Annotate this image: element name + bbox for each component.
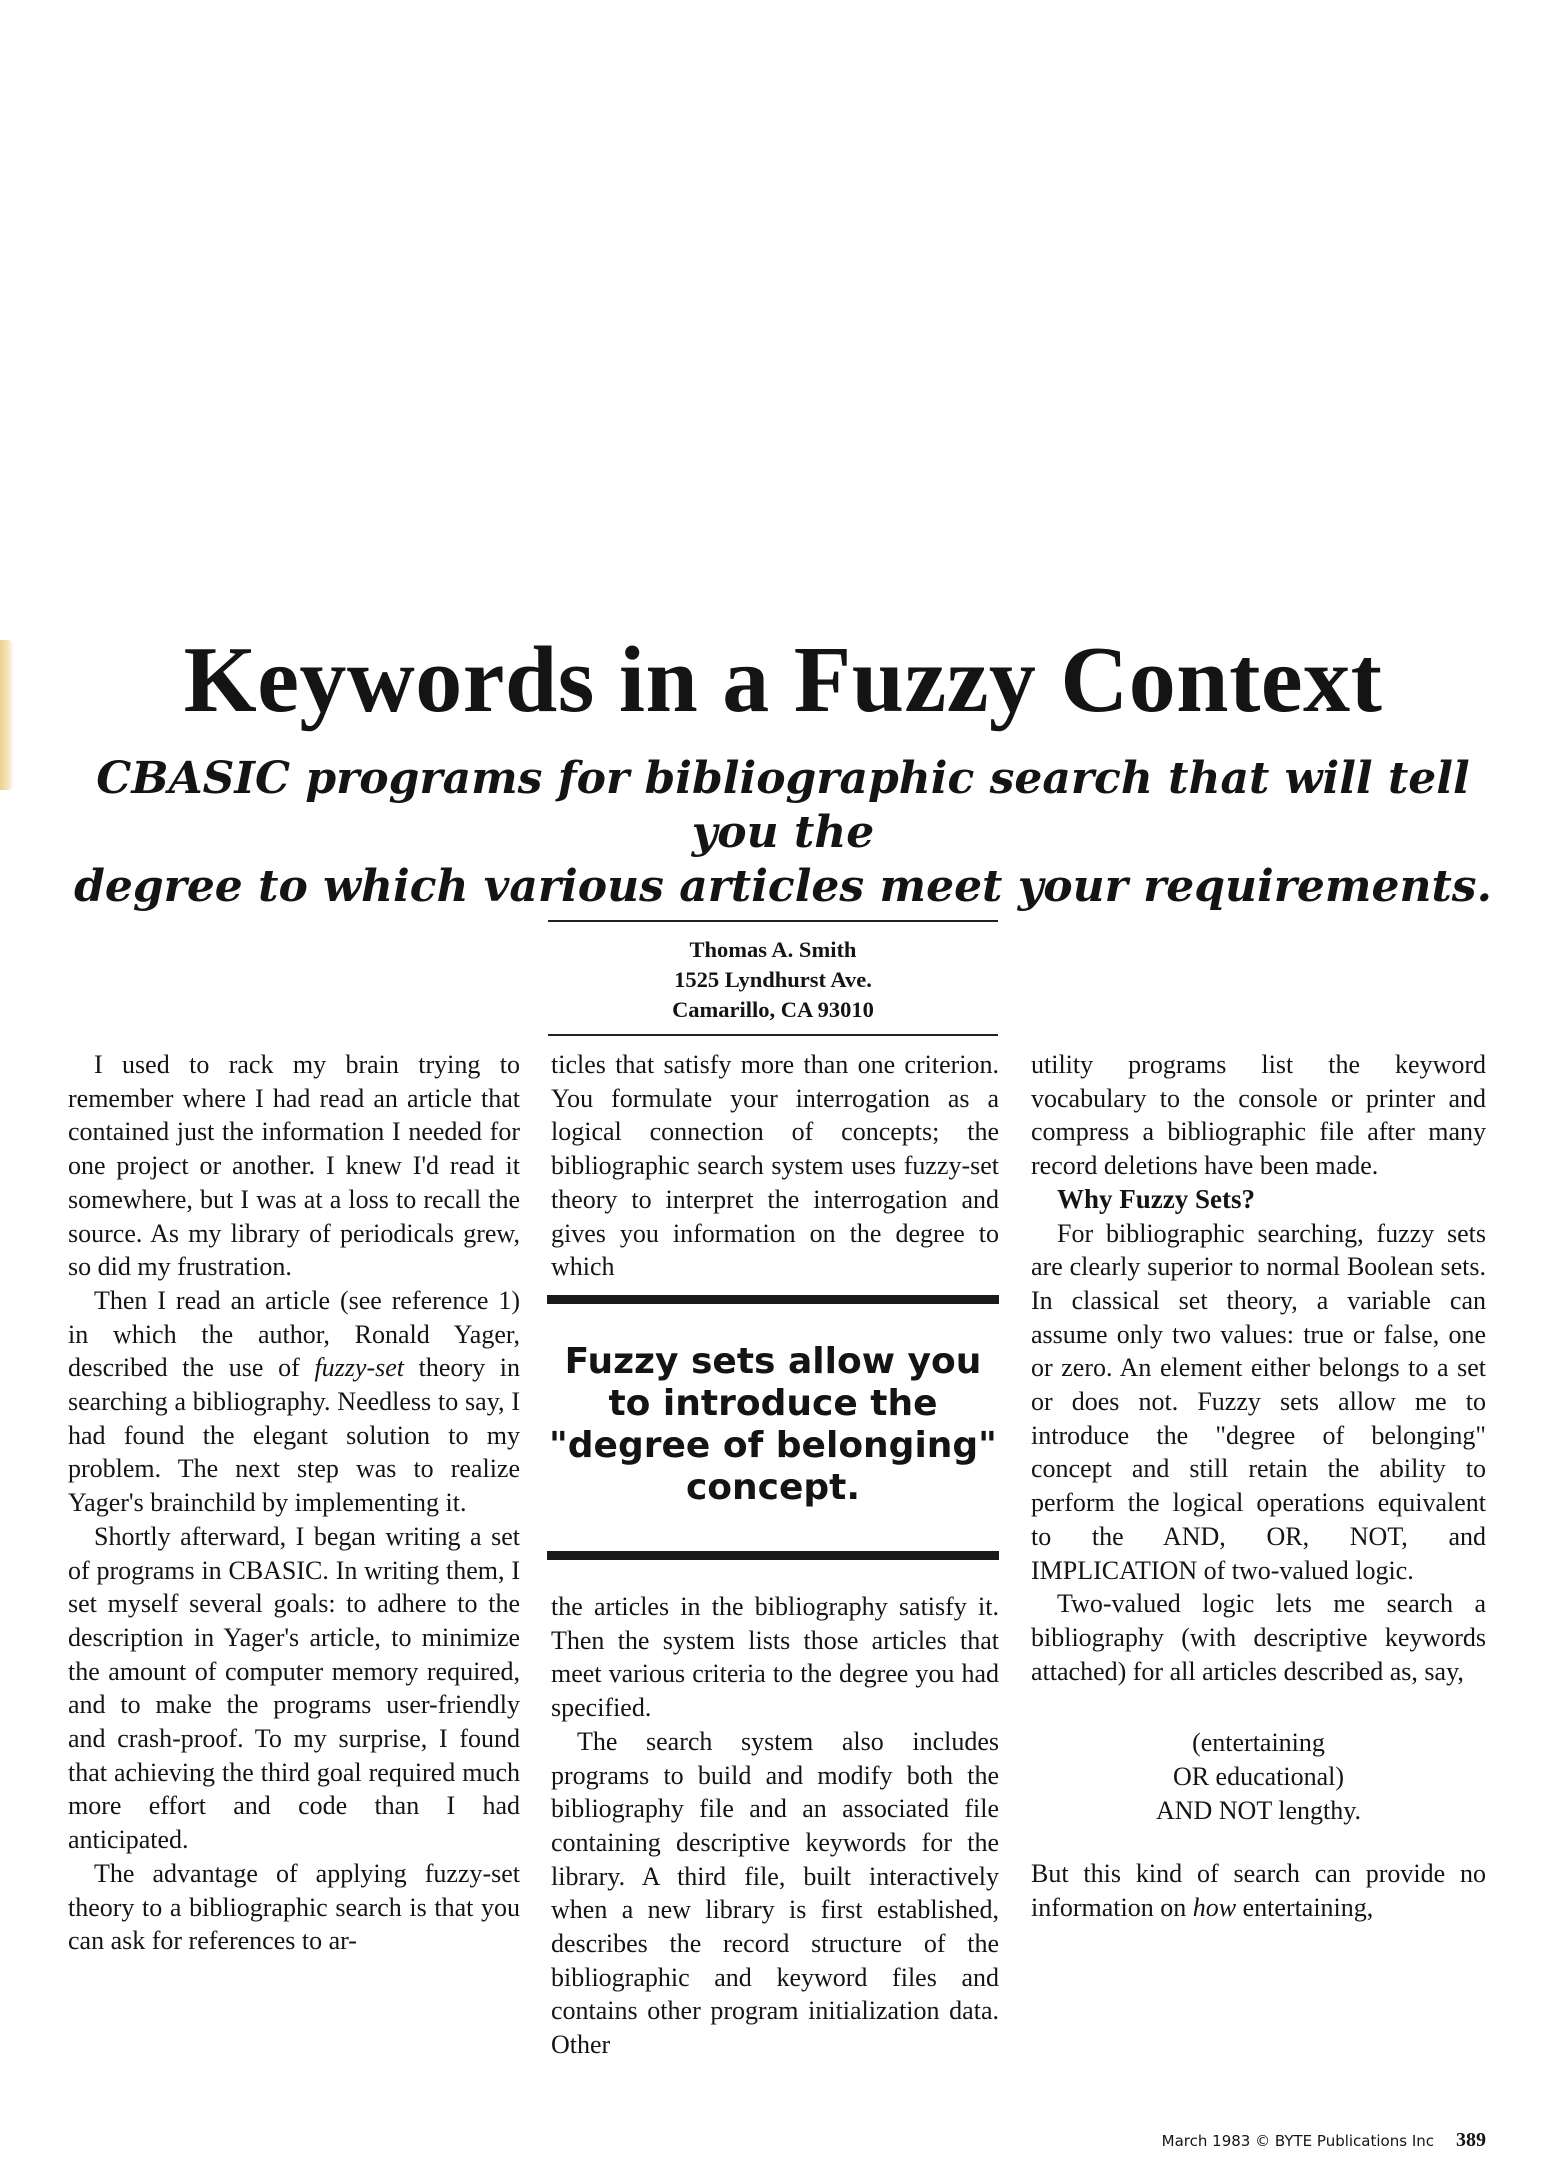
subtitle-line-1: CBASIC programs for bibliographic search that will tell you the [96,753,1470,858]
paragraph [68,1284,520,1520]
text-span: entertaining, [1236,1893,1374,1923]
query-line: OR educational) [1172,1762,1345,1792]
subtitle-line-2: degree to which various articles meet your requirements. [74,861,1492,912]
paragraph: The search system also includes programs to build and modify both the bibliography file and an associated file containing descriptive keywords for the library. A third file, built interactively when a new library is first established, describes the record structure of the bibliographic and keyword files and contains other program initialization data. Other [551,1726,999,2060]
pull-quote-line: concept. [685,1467,861,1508]
paragraph: the articles in the bibliography satisfy it. Then the system lists those articles that meet various criteria to the degree you had specified. [551,1592,999,1723]
author-byline [548,920,998,1036]
paragraph: Shortly afterward, I began writing a set of programs in CBASIC. In writing them, I set myself several goals: to adhere to the description in Yager's article, to minimize the amount of computer memory required, and to make the programs user-friendly and crash-proof. To my surprise, I found that achieving the third goal required much more effort and code than I had anticipated. [68,1521,520,1855]
pull-quote [547,1295,999,1565]
query-line: (entertaining [1192,1728,1325,1758]
text-column-1 [68,1048,520,1958]
text-column-2-top [551,1048,999,1284]
pull-quote-rule-bottom [547,1551,999,1560]
text-column-3 [1031,1048,1486,1925]
paragraph [1031,1857,1486,1924]
pull-quote-line: to introduce the [608,1383,938,1424]
example-query [1031,1726,1486,1827]
article-title: Keywords in a Fuzzy Context [183,628,1383,732]
section-heading: Why Fuzzy Sets? [1057,1183,1255,1214]
paragraph: Two-valued logic lets me search a bibliography (with descriptive keywords attached) for all articles described as, say, [1031,1589,1486,1686]
page-footer [1162,2130,1486,2151]
query-line: AND NOT lengthy. [1155,1795,1362,1825]
publication-credit: March 1983 © BYTE Publications Inc [1161,2132,1434,2150]
emphasis-text: fuzzy-set [314,1353,404,1383]
paragraph: I used to rack my brain trying to remember where I had read an article that contained just the information I needed for one project or another. I knew I'd read it somewhere, but I was at a loss to recall the source. As my library of periodicals grew, so did my frustration. [68,1050,520,1282]
author-street: 1525 Lyndhurst Ave. [674,967,872,992]
pull-quote-rule-top [547,1295,999,1304]
paragraph: The advantage of applying fuzzy-set theory to a bibliographic search is that you can ask for references to ar- [68,1858,520,1956]
pull-quote-line: "degree of belonging" [549,1425,997,1466]
text-span: theory in searching a bibliography. Needless to say, I had found the elegant solution to my problem. The next step was to realize Yager's brainchild by implementing it. [68,1353,520,1518]
text-column-2-bottom [551,1590,999,2062]
pull-quote-text [547,1341,999,1509]
text-span: Then I read an article (see reference 1) in which the author, Ronald Yager, described the use of [68,1285,520,1383]
text-span: But this kind of search can provide no information on [1031,1859,1486,1923]
emphasis-text: how [1192,1893,1237,1923]
author-name: Thomas A. Smith [689,937,857,962]
paragraph: ticles that satisfy more than one criterion. You formulate your interrogation as a logical connection of concepts; the bibliographic search system uses fuzzy-set theory to interpret the interrogation and gives you information on the degree to which [551,1050,999,1282]
paragraph: utility programs list the keyword vocabulary to the console or printer and compress a bibliographic file after many record deletions have been made. [1031,1050,1486,1181]
pull-quote-line: Fuzzy sets allow you [564,1341,982,1382]
article-subtitle [60,752,1506,914]
page-number: 389 [1456,2129,1486,2151]
paragraph: For bibliographic searching, fuzzy sets are clearly superior to normal Boolean sets. In classical set theory, a variable can assume only two values: true or false, one or zero. An element either belongs to a set or does not. Fuzzy sets allow me to introduce the "degree of belonging" concept and still retain the ability to perform the logical operations equivalent to the AND, OR, NOT, and IMPLICATION of two-valued logic. [1031,1218,1486,1585]
author-city: Camarillo, CA 93010 [672,997,874,1022]
